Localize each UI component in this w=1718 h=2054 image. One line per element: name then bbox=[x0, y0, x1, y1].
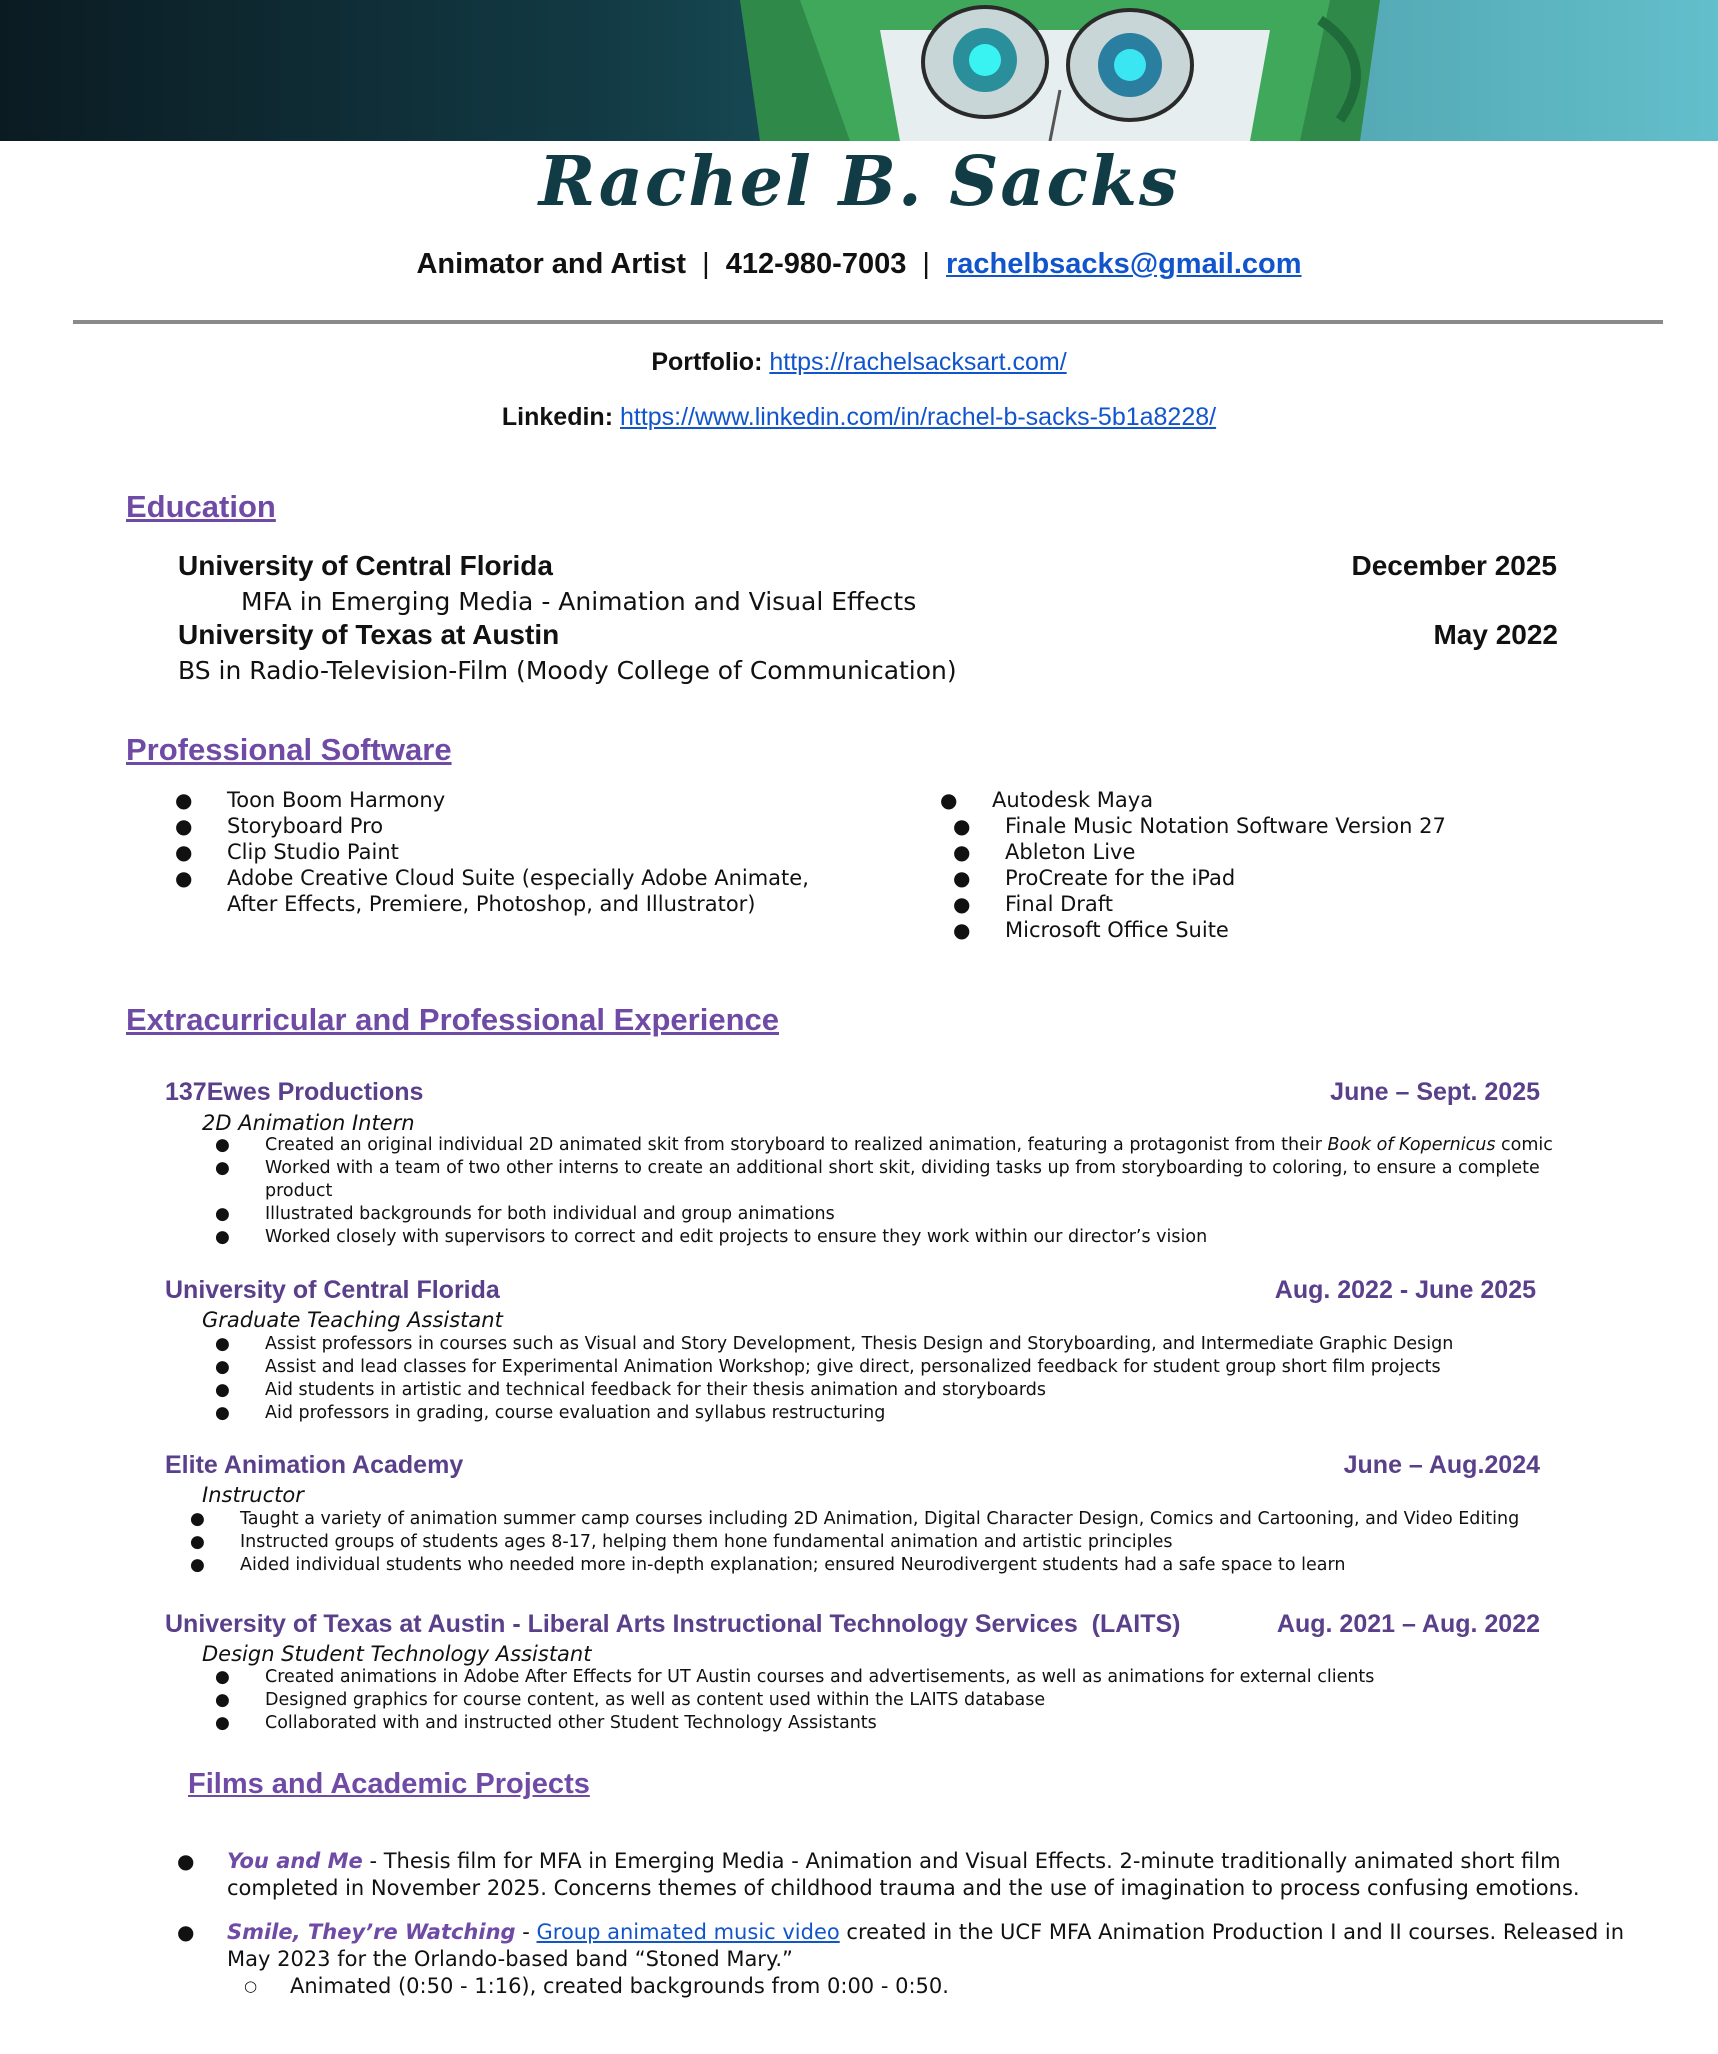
education-heading: Education bbox=[126, 489, 276, 524]
project-line: Smile, They’re Watching - Group animated music video created in the UCF MFA Animation Production I and II courses. Released in bbox=[227, 1920, 1625, 1944]
job-organization: University of Texas at Austin - Liberal Arts Instructional Technology Services (LAITS) bbox=[165, 1610, 1181, 1638]
portfolio-line bbox=[0, 348, 1718, 377]
education-degree: BS in Radio-Television-Film (Moody College of Communication) bbox=[178, 656, 957, 685]
header-divider bbox=[73, 320, 1663, 324]
job-organization: Elite Animation Academy bbox=[165, 1451, 464, 1479]
linkedin-label: Linkedin: bbox=[501, 403, 614, 431]
list-item: ● Collaborated with and instructed other Student Technology Assistants bbox=[215, 1713, 877, 1733]
education-school: University of Central Florida bbox=[178, 550, 553, 581]
education-date: December 2025 bbox=[1351, 550, 1557, 581]
linkedin-line bbox=[0, 403, 1718, 432]
job-organization: University of Central Florida bbox=[165, 1276, 500, 1304]
job-bullets bbox=[215, 1666, 1575, 1735]
education-date: May 2022 bbox=[1433, 619, 1558, 650]
experience-heading: Extracurricular and Professional Experience bbox=[126, 1002, 779, 1037]
portfolio-link[interactable]: https://rachelsacksart.com/ bbox=[769, 348, 1067, 376]
job-role: Design Student Technology Assistant bbox=[202, 1642, 592, 1666]
list-item: ● Created an original individual 2D animated skit from storyboard to realized animation, featuring a protagonist from their Book of Kopernicus comic bbox=[215, 1135, 1553, 1155]
phone-number: 412-980-7003 bbox=[725, 248, 907, 280]
list-item: ● Storyboard Pro bbox=[175, 814, 384, 838]
projects-heading: Films and Academic Projects bbox=[188, 1768, 590, 1800]
job-role: 2D Animation Intern bbox=[202, 1111, 415, 1135]
job-role: Graduate Teaching Assistant bbox=[202, 1308, 503, 1332]
separator: | bbox=[922, 248, 930, 280]
list-item-continued: product bbox=[265, 1181, 333, 1201]
job-title: Animator and Artist bbox=[416, 248, 687, 280]
job-dates: June – Sept. 2025 bbox=[1330, 1078, 1540, 1106]
list-item: ● Final Draft bbox=[953, 892, 1114, 916]
list-item: ● Worked closely with supervisors to correct and edit projects to ensure they work within our director’s vision bbox=[215, 1227, 1208, 1247]
job-organization: 137Ewes Productions bbox=[165, 1078, 424, 1106]
music-video-link[interactable]: Group animated music video bbox=[536, 1920, 840, 1944]
project-title: You and Me bbox=[227, 1849, 363, 1873]
list-item: ● Aid professors in grading, course evaluation and syllabus restructuring bbox=[215, 1403, 886, 1423]
project-line: You and Me - Thesis film for MFA in Emerging Media - Animation and Visual Effects. 2-minute traditionally animated short film bbox=[227, 1849, 1561, 1873]
header-banner-illustration bbox=[0, 0, 1718, 141]
portfolio-label: Portfolio: bbox=[651, 348, 763, 376]
list-item: ● Designed graphics for course content, as well as content used within the LAITS database bbox=[215, 1690, 1046, 1710]
list-item: ● Worked with a team of two other interns to create an additional short skit, dividing tasks up from storyboarding to coloring, to ensure a complete bbox=[215, 1158, 1540, 1178]
job-role: Instructor bbox=[202, 1483, 304, 1507]
education-degree: MFA in Emerging Media - Animation and Visual Effects bbox=[241, 587, 917, 616]
list-item: ● Created animations in Adobe After Effects for UT Austin courses and advertisements, as well as animations for external clients bbox=[215, 1667, 1375, 1687]
job-bullets bbox=[215, 1134, 1575, 1249]
project-line: May 2023 for the Orlando-based band “Stoned Mary.” bbox=[227, 1947, 793, 1971]
list-item-continued: After Effects, Premiere, Photoshop, and Illustrator) bbox=[227, 892, 756, 916]
project-line: completed in November 2025. Concerns themes of childhood trauma and the use of imagination to process confusing emotions. bbox=[227, 1876, 1580, 1900]
education-school: University of Texas at Austin bbox=[178, 619, 560, 650]
list-item: ● Aided individual students who needed more in-depth explanation; ensured Neurodivergent students had a safe space to learn bbox=[190, 1555, 1346, 1575]
list-item: ● Assist professors in courses such as Visual and Story Development, Thesis Design and Storyboarding, and Intermediate Graphic Design bbox=[215, 1334, 1454, 1354]
list-item: ● Clip Studio Paint bbox=[175, 840, 399, 864]
contact-line bbox=[0, 248, 1718, 281]
list-item: ● Finale Music Notation Software Version 27 bbox=[953, 814, 1446, 838]
list-item: ● Instructed groups of students ages 8-17, helping them hone fundamental animation and artistic principles bbox=[190, 1532, 1173, 1552]
resume-name: Rachel B. Sacks bbox=[538, 142, 1180, 222]
list-item: ● Taught a variety of animation summer camp courses including 2D Animation, Digital Character Design, Comics and Cartooning, and Video Editing bbox=[190, 1509, 1520, 1529]
job-bullets bbox=[215, 1333, 1575, 1425]
list-item: ● Toon Boom Harmony bbox=[175, 788, 446, 812]
list-item: ● Illustrated backgrounds for both individual and group animations bbox=[215, 1204, 835, 1224]
list-item: ● Assist and lead classes for Experimental Animation Workshop; give direct, personalized feedback for student group short film projects bbox=[215, 1357, 1441, 1377]
list-item: ● Aid students in artistic and technical feedback for their thesis animation and storyboards bbox=[215, 1380, 1047, 1400]
list-item: ● Ableton Live bbox=[953, 840, 1136, 864]
linkedin-link[interactable]: https://www.linkedin.com/in/rachel-b-sacks-5b1a8228/ bbox=[619, 403, 1217, 431]
list-item: ● Adobe Creative Cloud Suite (especially Adobe Animate, bbox=[175, 866, 809, 890]
list-item: ● Autodesk Maya bbox=[940, 788, 1154, 812]
email-link[interactable]: rachelbsacks@gmail.com bbox=[946, 248, 1302, 280]
software-list-left bbox=[175, 787, 815, 917]
job-bullets bbox=[190, 1508, 1570, 1577]
project-title: Smile, They’re Watching bbox=[227, 1920, 516, 1944]
list-item: ● Microsoft Office Suite bbox=[953, 918, 1229, 942]
job-dates: June – Aug.2024 bbox=[1343, 1451, 1540, 1479]
software-heading: Professional Software bbox=[126, 732, 452, 767]
list-item: ● ProCreate for the iPad bbox=[953, 866, 1236, 890]
project-sub-item: ○ Animated (0:50 - 1:16), created backgrounds from 0:00 - 0:50. bbox=[244, 1974, 949, 1998]
job-dates: Aug. 2021 – Aug. 2022 bbox=[1276, 1610, 1540, 1638]
job-dates: Aug. 2022 - June 2025 bbox=[1274, 1276, 1536, 1304]
separator: | bbox=[702, 248, 710, 280]
software-list-right bbox=[940, 787, 1560, 943]
